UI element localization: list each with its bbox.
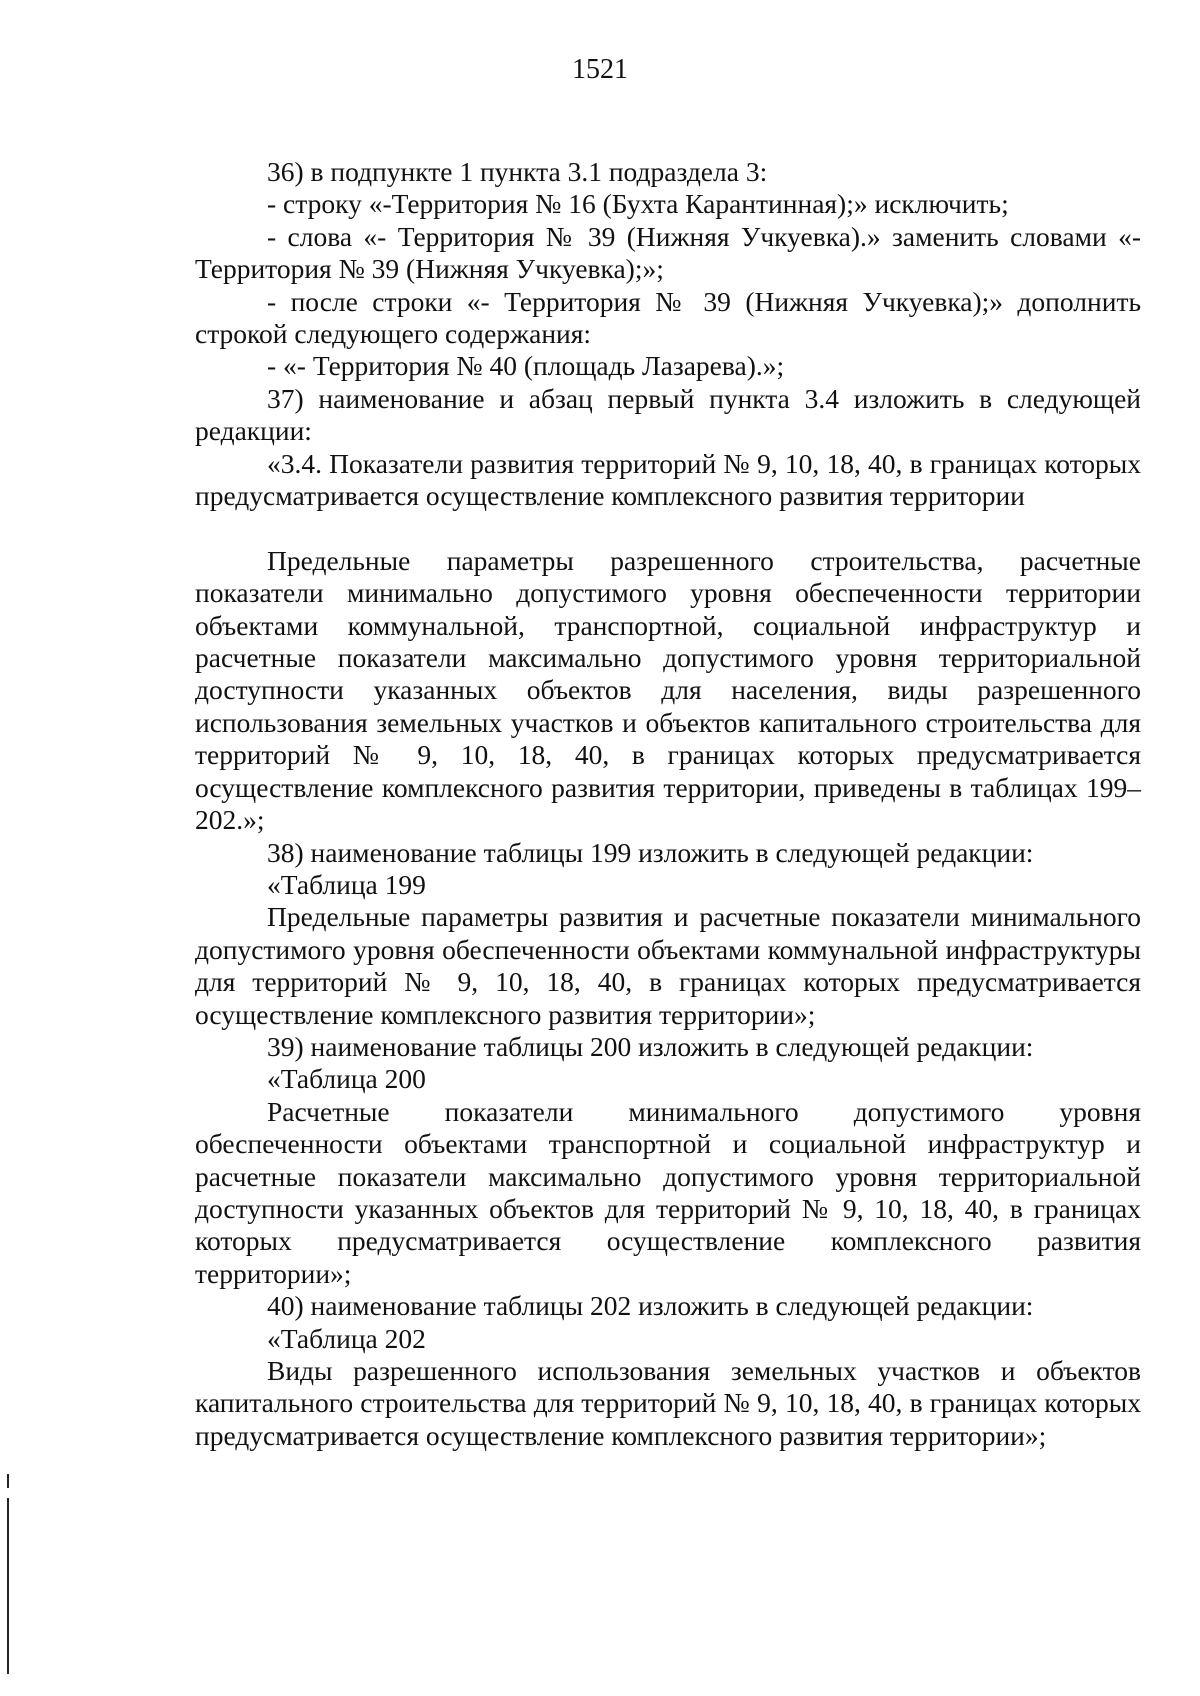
paragraph-item-37: 37) наименование и абзац первый пункта 3.4 изложить в следующей редакции:: [195, 382, 1141, 447]
paragraph-remove-line: - строку «-Территория № 16 (Бухта Карантинная);» исключить;: [267, 188, 1009, 220]
paragraph-item-40: 40) наименование таблицы 202 изложить в следующей редакции:: [267, 1290, 1034, 1322]
document-body: [195, 156, 1141, 1452]
paragraph-replace-words: - слова «- Территория № 39 (Нижняя Учкуевка).» заменить словами «- Территория № 39 (Нижняя Учкуевка);»;: [195, 220, 1141, 285]
margin-mark-top: [7, 1474, 9, 1488]
page-number: 1521: [572, 54, 628, 85]
margin-mark-bottom: [7, 1498, 9, 1674]
table-200-title: Расчетные показатели минимального допустимого уровня обеспеченности объектами транспортной и социальной инфраструктур и расчетные показатели максимально допустимого уровня территориальной доступности указанных объектов для территорий № 9, 10, 18, 40, в границах которых предусматривается осуществление комплексного развития территории»;: [195, 1095, 1141, 1289]
paragraph-item-36: 36) в подпункте 1 пункта 3.1 подраздела 3:: [267, 156, 768, 187]
paragraph-new-territory: - «- Территория № 40 (площадь Лазарева).»;: [267, 350, 785, 382]
table-202-title: Виды разрешенного использования земельных участков и объектов капитального строительства для территорий № 9, 10, 18, 40, в границах которых предусматривается осуществление комплексного развития территории»;: [195, 1355, 1141, 1451]
paragraph-add-line: - после строки «- Территория № 39 (Нижняя Учкуевка);» дополнить строкой следующего содержания:: [195, 285, 1141, 350]
paragraph-item-38: 38) наименование таблицы 199 изложить в следующей редакции:: [267, 836, 1034, 868]
table-199-label: «Таблица 199: [267, 868, 426, 900]
table-200-label: «Таблица 200: [267, 1063, 426, 1095]
paragraph-section-3-4-title: «3.4. Показатели развития территорий № 9, 10, 18, 40, в границах которых предусматривается осуществление комплексного развития территории: [195, 447, 1141, 512]
table-202-label: «Таблица 202: [267, 1322, 426, 1354]
paragraph-section-3-4-text: Предельные параметры разрешенного строительства, расчетные показатели минимально допустимого уровня обеспеченности территории объектами коммунальной, транспортной, социальной инфраструктур и расчетные показатели максимально допустимого уровня территориальной доступности указанных объектов для населения, виды разрешенного использования земельных участков и объектов капитального строительства для территорий № 9, 10, 18, 40, в границах которых предусматривается осуществление комплексного развития территории, приведены в таблицах 199–202.»;: [195, 544, 1141, 836]
paragraph-item-39: 39) наименование таблицы 200 изложить в следующей редакции:: [267, 1030, 1034, 1062]
table-199-title: Предельные параметры развития и расчетные показатели минимального допустимого уровня обеспеченности объектами коммунальной инфраструктуры для территорий № 9, 10, 18, 40, в границах которых предусматривается осуществление комплексного развития территории»;: [195, 901, 1141, 1030]
